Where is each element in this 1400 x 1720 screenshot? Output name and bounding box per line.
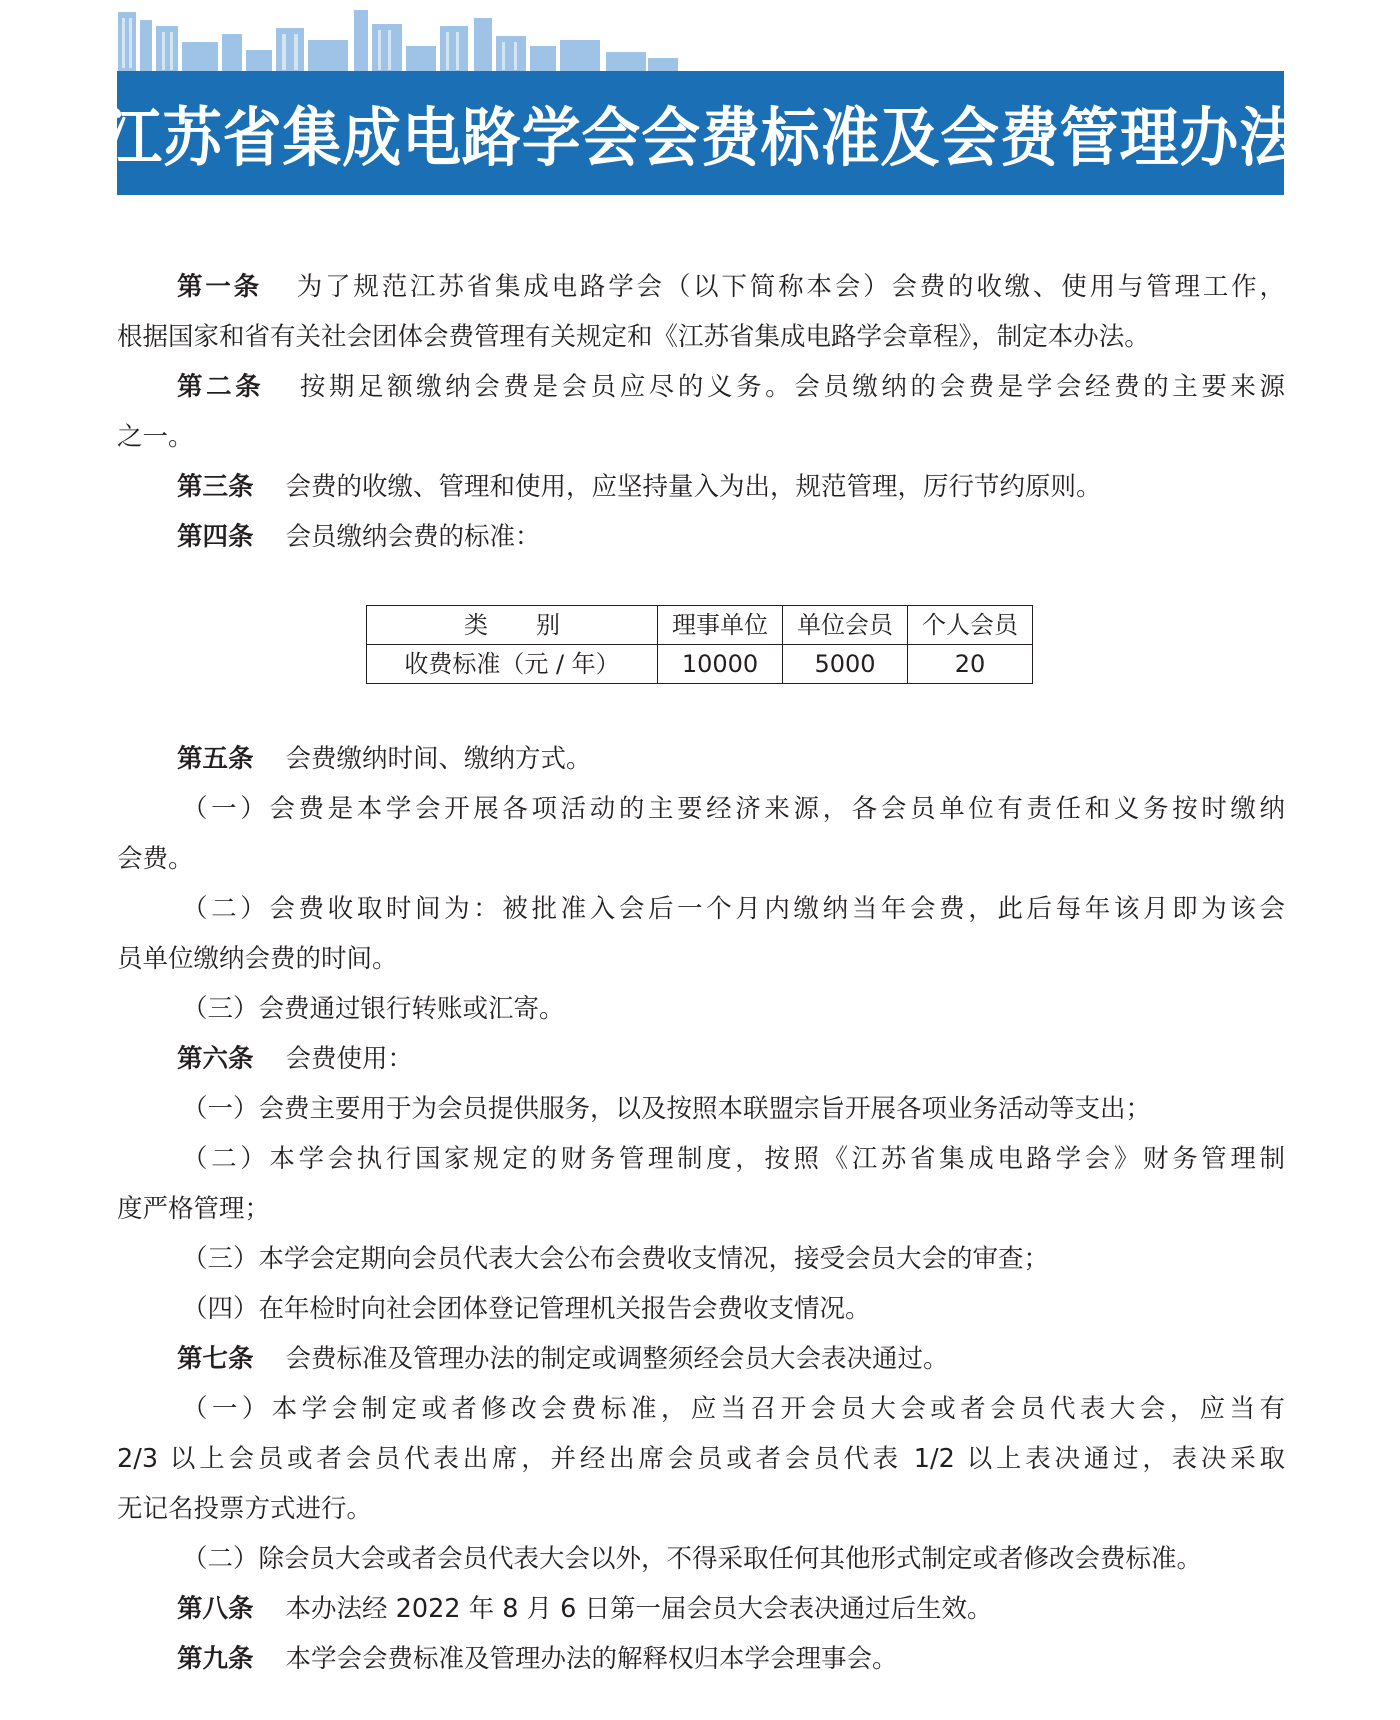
fee-table-header-cell: 个人会员	[908, 606, 1033, 645]
article-7-item-cont: 无记名投票方式进行。	[117, 1494, 373, 1524]
fee-table-row	[367, 645, 1033, 684]
fee-table-header-row	[367, 606, 1033, 645]
article-5: 第五条 会费缴纳时间、缴纳方式。	[177, 744, 592, 774]
article-1: 第一条 为了规范江苏省集成电路学会（以下简称本会）会费的收缴、使用与管理工作，	[177, 272, 1285, 302]
fee-table-header-cell: 理事单位	[658, 606, 783, 645]
title-banner	[102, 71, 1299, 195]
fee-table-header-cell: 单位会员	[783, 606, 908, 645]
article-8: 第八条 本办法经 2022 年 8 月 6 日第一届会员大会表决通过后生效。	[177, 1594, 993, 1624]
fee-table-cell: 10000	[658, 645, 783, 684]
article-1-cont: 根据国家和省有关社会团体会费管理有关规定和《江苏省集成电路学会章程》，制定本办法。	[117, 322, 1150, 352]
article-2-cont: 之一。	[117, 422, 194, 452]
article-6-item: （二）本学会执行国家规定的财务管理制度，按照《江苏省集成电路学会》财务管理制	[182, 1144, 1285, 1174]
article-7-item-cont: 2/3 以上会员或者会员代表出席，并经出席会员或者会员代表 1/2 以上表决通过，表决采取	[117, 1444, 1285, 1474]
fee-table	[366, 605, 1033, 684]
article-4: 第四条 会员缴纳会费的标准：	[177, 522, 541, 552]
article-6-item: （一）会费主要用于为会员提供服务，以及按照本联盟宗旨开展各项业务活动等支出；	[182, 1094, 1152, 1124]
article-6-item-cont: 度严格管理；	[117, 1194, 271, 1224]
article-9: 第九条 本学会会费标准及管理办法的解释权归本学会理事会。	[177, 1644, 898, 1674]
article-5-item-cont: 会费。	[117, 844, 194, 874]
article-7-item: （一）本学会制定或者修改会费标准，应当召开会员大会或者会员代表大会，应当有	[182, 1394, 1285, 1424]
fee-table-cell: 收费标准（元 / 年）	[367, 645, 658, 684]
article-5-item: （三）会费通过银行转账或汇寄。	[182, 994, 565, 1024]
fee-table-area	[117, 562, 1285, 734]
article-5-item-cont: 员单位缴纳会费的时间。	[117, 944, 398, 974]
document-body	[117, 262, 1285, 1684]
fee-table-cell: 5000	[783, 645, 908, 684]
document-title: 江苏省集成电路学会会费标准及会费管理办法	[102, 102, 1299, 176]
article-6: 第六条 会费使用：	[177, 1044, 414, 1074]
article-5-item: （一）会费是本学会开展各项活动的主要经济来源，各会员单位有责任和义务按时缴纳	[182, 794, 1285, 824]
article-6-item: （三）本学会定期向会员代表大会公布会费收支情况，接受会员大会的审查；	[182, 1244, 1050, 1274]
city-skyline-illustration	[118, 6, 678, 72]
article-7: 第七条 会费标准及管理办法的制定或调整须经会员大会表决通过。	[177, 1344, 949, 1374]
article-3: 第三条 会费的收缴、管理和使用，应坚持量入为出，规范管理，厉行节约原则。	[177, 472, 1102, 502]
article-2: 第二条 按期足额缴纳会费是会员应尽的义务。会员缴纳的会费是学会经费的主要来源	[177, 372, 1285, 402]
article-5-item: （二）会费收取时间为：被批准入会后一个月内缴纳当年会费，此后每年该月即为该会	[182, 894, 1285, 924]
fee-table-cell: 20	[908, 645, 1033, 684]
article-6-item: （四）在年检时向社会团体登记管理机关报告会费收支情况。	[182, 1294, 871, 1324]
fee-table-header-cell: 类 别	[367, 606, 658, 645]
article-7-item: （二）除会员大会或者会员代表大会以外，不得采取任何其他形式制定或者修改会费标准。	[182, 1544, 1203, 1574]
